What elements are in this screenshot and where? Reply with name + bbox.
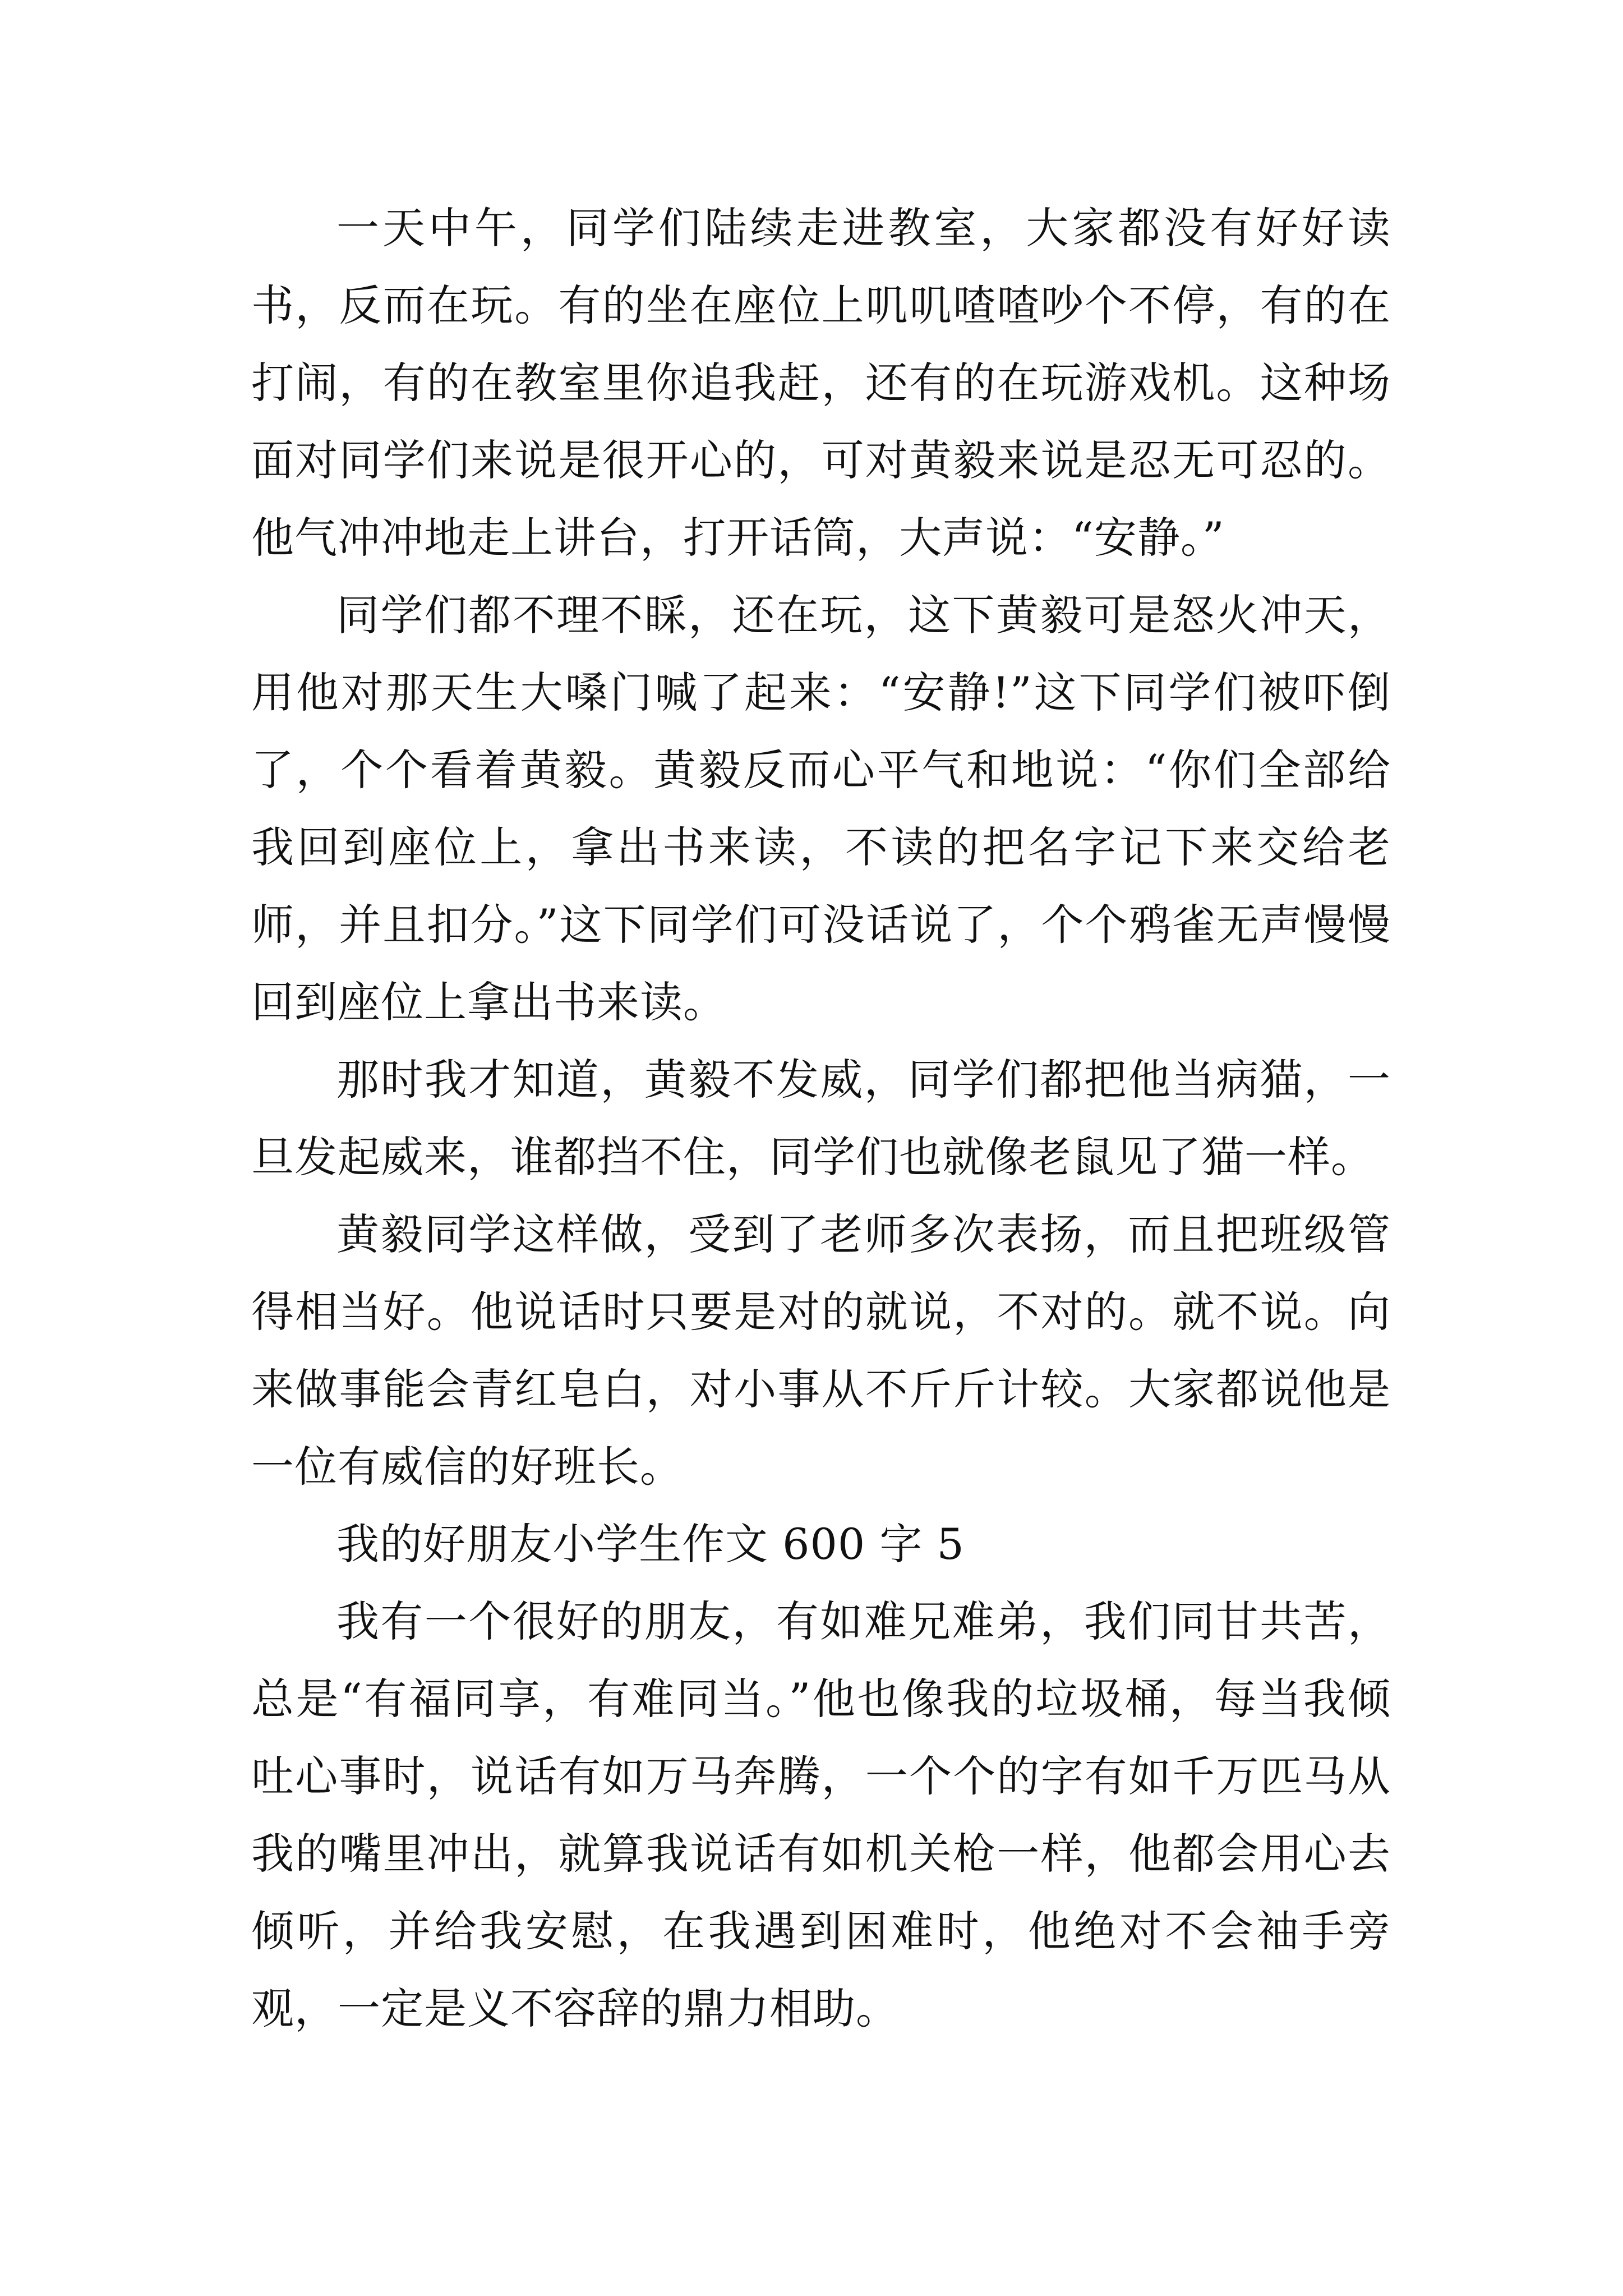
paragraph-3: 那时我才知道，黄毅不发威，同学们都把他当病猫，一旦发起威来，谁都挡不住，同学们也就像老鼠见了猫一样。 [251,1055,1391,1182]
paragraph-2: 同学们都不理不睬，还在玩，这下黄毅可是怒火冲天，用他对那天生大嗓门喊了起来：“安静!”这下同学们被吓倒了，个个看着黄毅。黄毅反而心平气和地说：“你们全部给我回到座位上，拿出书来读，不读的把名字记下来交给老师，并且扣分。”这下同学们可没话说了，个个鸦雀无声慢慢回到座位上拿出书来读。 [251,590,1391,1027]
paragraph-5: 我有一个很好的朋友，有如难兄难弟，我们同甘共苦，总是“有福同享，有难同当。”他也像我的垃圾桶，每当我倾吐心事时，说话有如万马奔腾，一个个的字有如千万匹马从我的嘴里冲出，就算我说话有如机关枪一样，他都会用心去倾听，并给我安慰，在我遇到困难时，他绝对不会袖手旁观，一定是义不容辞的鼎力相助。 [251,1596,1391,2033]
paragraph-4: 黄毅同学这样做，受到了老师多次表扬，而且把班级管得相当好。他说话时只要是对的就说，不对的。就不说。向来做事能会青红皂白，对小事从不斤斤计较。大家都说他是一位有威信的好班长。 [251,1209,1391,1492]
document-body [251,190,1391,2047]
paragraph-1: 一天中午，同学们陆续走进教室，大家都没有好好读书，反而在玩。有的坐在座位上叽叽喳喳吵个不停，有的在打闹，有的在教室里你追我赶，还有的在玩游戏机。这种场面对同学们来说是很开心的，可对黄毅来说是忍无可忍的。他气冲冲地走上讲台，打开话筒，大声说：“安静。” [251,203,1391,563]
section-heading: 我的好朋友小学生作文 600 字 5 [336,1519,965,1569]
